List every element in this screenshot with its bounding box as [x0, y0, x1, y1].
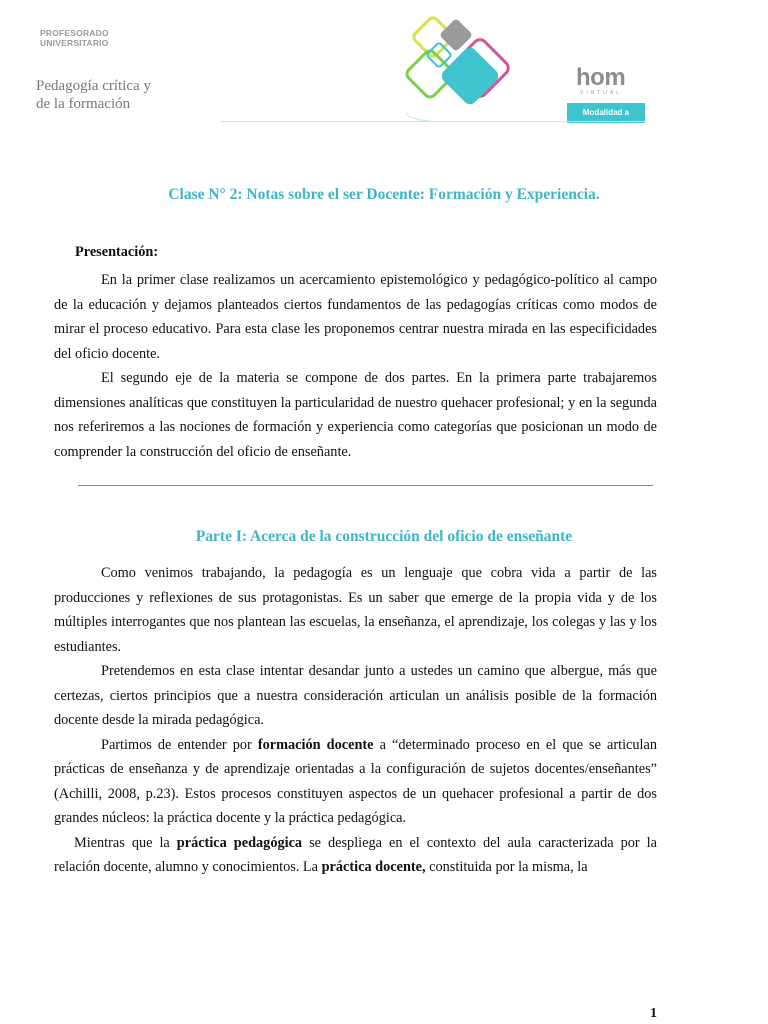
brand-subtitle: VIRTUAL	[580, 90, 623, 96]
logo-teal-square	[439, 45, 501, 107]
presentation-section	[54, 268, 657, 464]
part-one-paragraph-3	[54, 733, 657, 831]
institution-label	[40, 28, 109, 48]
presentation-paragraph-2: El segundo eje de la materia se compone de dos partes. En la primera parte trabajaremos dimensiones analíticas que constituyen la particularidad de nuestro quehacer profesional; y en la segunda nos referiremos a las nociones de formación y experiencia como categorías que posicionan un modo de comprender la construcción del oficio de enseñante.	[54, 370, 657, 460]
part-one-paragraph-1: Como venimos trabajando, la pedagogía es un lenguaje que cobra vida a partir de las producciones y reflexiones de sus protagonistas. Es un saber que emerge de la propia vida y de los múltiples interrogantes que nos plantean las escuelas, la enseñanza, el aprendizaje, los colegas y las y los estudiantes.	[54, 565, 657, 655]
document-title: Clase N° 2: Notas sobre el ser Docente: Formación y Experiencia.	[168, 186, 600, 203]
presentation-heading: Presentación:	[75, 244, 159, 260]
part-one-paragraph-4	[54, 831, 657, 880]
term-practica-pedagogica: práctica pedagógica	[176, 834, 303, 851]
part-one-section	[54, 561, 657, 880]
p3-text-a: Partimos de entender por	[101, 736, 258, 753]
presentation-paragraph-1: En la primer clase realizamos un acercamiento epistemológico y pedagógico-político al campo de la educación y dejamos planteados ciertos fundamentos de las pedagogías críticas como modos de mirar el proceso educativo. Para esta clase les proponemos centrar nuestra mirada en las especificidades del oficio docente.	[54, 272, 657, 362]
p3-text-b: a “determinado proceso en el que se articulan prácticas de enseñanza y de aprendizaje orientadas a la configuración de sujetos docentes/enseñantes” (Achilli, 2008, p.23). Estos procesos constituyen aspectos de un quehacer profesional a partir de dos grandes núcleos: la práctica docente y la práctica pedagógica.	[54, 736, 658, 826]
subject-line-1: Pedagogía crítica y	[36, 78, 151, 94]
part-one-paragraph-2: Pretendemos en esta clase intentar desandar junto a ustedes un camino que albergue, más que certezas, ciertos principios que a nuestra consideración articulan un análisis posible de la formación docente desde la mirada pedagógica.	[54, 663, 657, 728]
page-header	[0, 0, 768, 137]
modality-badge: Modalidad a Distancia	[567, 103, 645, 123]
p4-text-c: constituida por la misma, la	[425, 859, 588, 875]
page-number: 1	[650, 1006, 657, 1021]
institution-line-1: PROFESORADO	[40, 28, 109, 38]
term-practica-docente: práctica docente,	[321, 859, 426, 875]
subject-title	[36, 77, 151, 113]
institution-line-2: UNIVERSITARIO	[40, 38, 109, 48]
term-formacion-docente: formación docente	[257, 736, 374, 753]
subject-line-2: de la formación	[36, 96, 131, 112]
header-divider	[220, 121, 645, 122]
p4-text-b: se despliega en el contexto del aula caracterizada por la relación docente, alumno y conocimientos. La	[54, 834, 657, 875]
brand-logo-graphic	[400, 12, 570, 122]
section-divider	[78, 485, 653, 486]
p4-text-a: Mientras que la	[74, 834, 177, 851]
brand-name: hom	[576, 64, 626, 91]
section-title: Parte I: Acerca de la construcción del oficio de enseñante	[195, 528, 573, 545]
